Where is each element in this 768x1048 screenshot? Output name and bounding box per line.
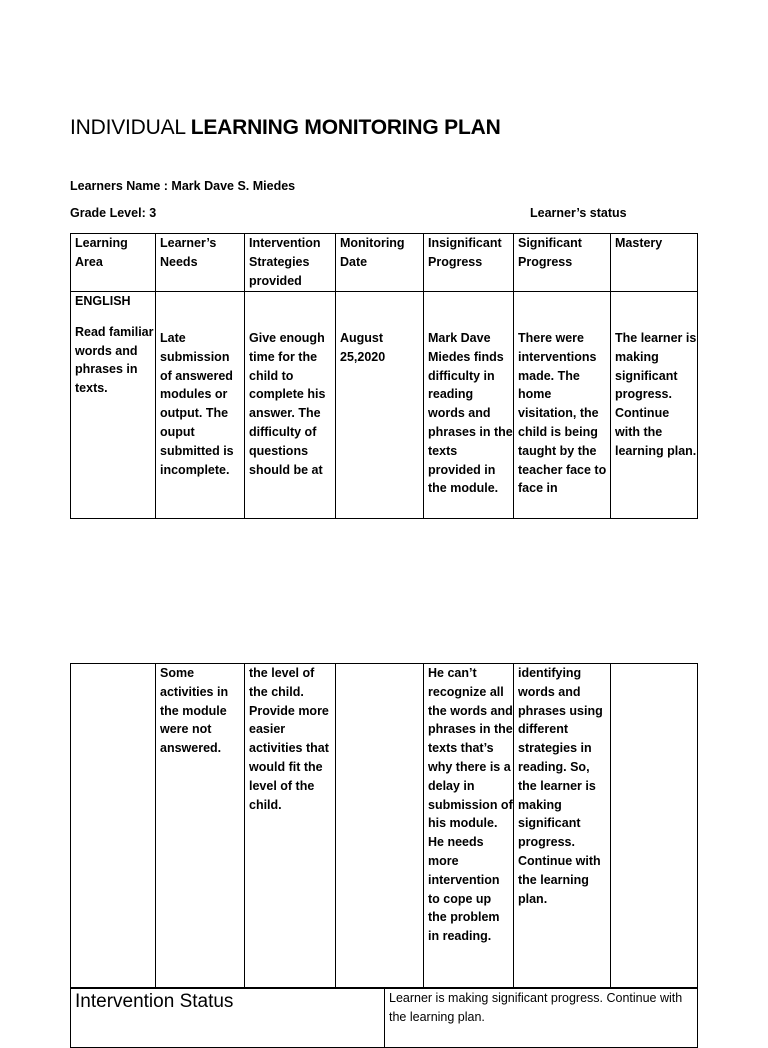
header-intervention-strategies: Intervention Strategies provided [245, 234, 336, 292]
header-mastery: Mastery [611, 234, 698, 292]
intervention-status-table [70, 987, 698, 1048]
header-monitoring-date: Monitoring Date [336, 234, 424, 292]
cell-insignificant-progress [424, 292, 514, 519]
cell-monitoring-date [336, 292, 424, 519]
intervention-strategies-text: Give enough time for the child to complete his answer. The difficulty of questions should be at [249, 331, 326, 477]
cell-learning-area-continued [71, 664, 156, 989]
title-bold: LEARNING MONITORING PLAN [190, 116, 501, 139]
cell-learners-needs [156, 292, 245, 519]
header-significant-progress: Significant Progress [514, 234, 611, 292]
learning-area-subject: ENGLISH [75, 294, 131, 308]
cell-mastery [611, 292, 698, 519]
cell-mastery-continued [611, 664, 698, 989]
header-learners-needs: Learner’s Needs [156, 234, 245, 292]
cell-monitoring-date-continued [336, 664, 424, 989]
monitoring-table-continued [70, 663, 698, 989]
cell-learning-area [71, 292, 156, 519]
table-row [71, 664, 698, 989]
learners-status-label: Learner’s status [530, 206, 627, 220]
learning-area-text: Read familiar words and phrases in texts. [75, 324, 154, 396]
mastery-text: The learner is making significant progress. Continue with the learning plan. [615, 331, 697, 458]
grade-level: Grade Level: 3 [70, 206, 157, 220]
monitoring-table [70, 233, 698, 519]
cell-learners-needs-continued: Some activities in the module were not answered. [156, 664, 245, 989]
title-regular: INDIVIDUAL [70, 116, 191, 139]
learners-name: Learners Name : Mark Dave S. Miedes [70, 179, 296, 193]
table-header-row [71, 234, 698, 292]
monitoring-date-text: August 25,2020 [340, 331, 386, 364]
cell-insignificant-progress-continued: He can’t recognize all the words and phrases in the texts that’s why there is a delay in submission of his module. He needs more intervention to cope up the problem in reading. [424, 664, 514, 989]
significant-progress-text: There were interventions made. The home visitation, the child is being taught by the teacher face to face in [518, 331, 607, 496]
header-insignificant-progress: Insignificant Progress [424, 234, 514, 292]
cell-significant-progress-continued: identifying words and phrases using different strategies in reading. So, the learner is making significant progress. Continue with the learning plan. [514, 664, 611, 989]
cell-intervention-strategies-continued: the level of the child. Provide more easier activities that would fit the level of the child. [245, 664, 336, 989]
insignificant-progress-text: Mark Dave Miedes finds difficulty in reading words and phrases in the texts provided in the module. [428, 331, 513, 496]
intervention-status-label: Intervention Status [71, 988, 385, 1048]
cell-intervention-strategies [245, 292, 336, 519]
table-row [71, 292, 698, 519]
header-learning-area: Learning Area [71, 234, 156, 292]
learners-needs-text: Late submission of answered modules or output. The ouput submitted is incomplete. [160, 331, 234, 477]
document-title [70, 116, 501, 140]
intervention-status-text: Learner is making significant progress. Continue with the learning plan. [385, 988, 698, 1048]
cell-significant-progress [514, 292, 611, 519]
